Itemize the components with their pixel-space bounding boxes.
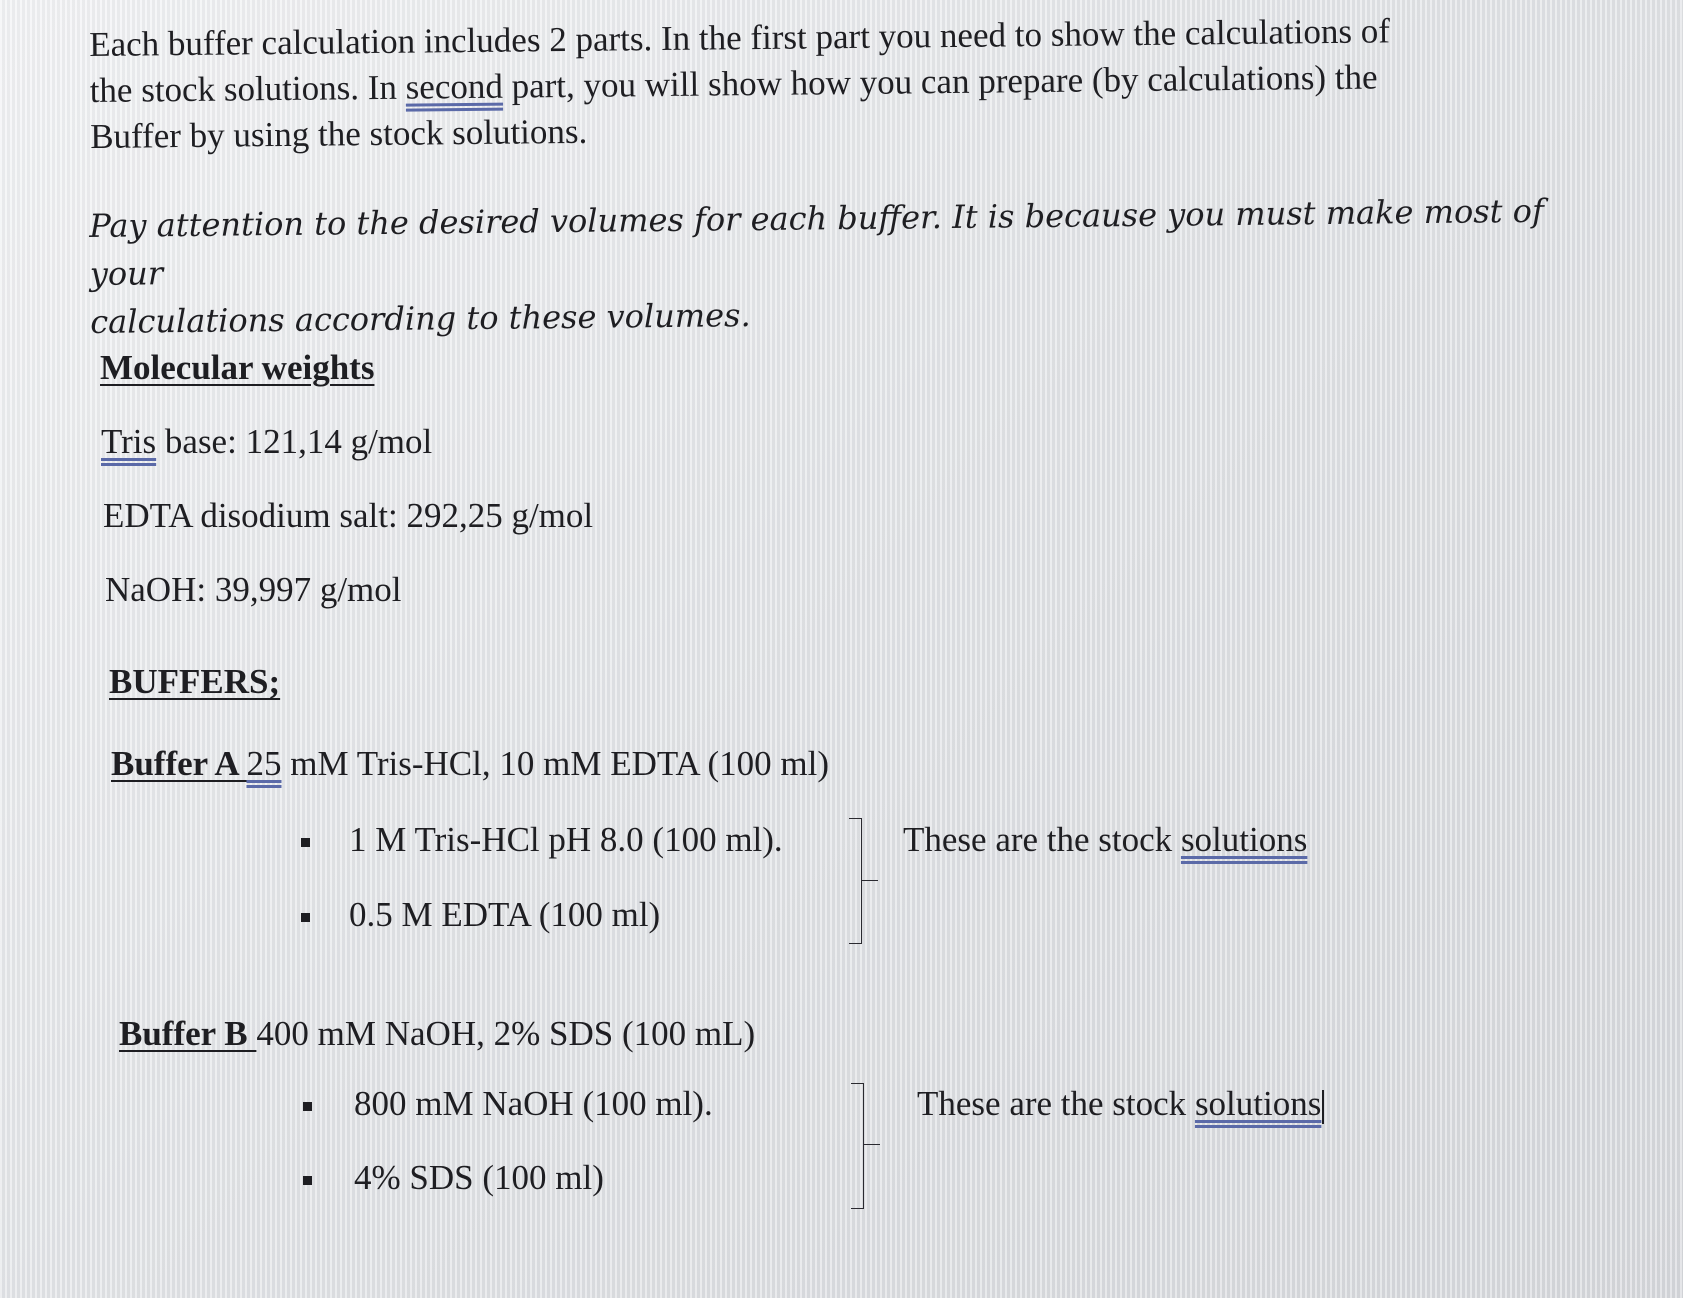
text-cursor-icon [1322,1090,1324,1124]
bullet-icon [301,913,310,922]
right-brace-icon [849,818,862,944]
buffers-heading: BUFFERS; [109,662,281,701]
buffer-a-note-text: These are the stock [903,820,1181,859]
buffer-b-title [119,1012,755,1056]
buffer-b-label: Buffer B [119,1014,257,1053]
intro-line-2-pre: the stock solutions. In [89,67,406,110]
buffer-b-note-underlined: solutions [1194,1084,1322,1123]
edta-weight: EDTA disodium salt: 292,25 g/mol [103,496,594,535]
tris-word: Tris [101,422,157,461]
intro-line-3: Buffer by using the stock solutions. [89,111,588,156]
intro-second-word: second [405,66,504,107]
intro-line-2-post: part, you will show how you can prepare (by calculations) the [502,57,1378,106]
bullet-icon [301,838,310,847]
buffer-a-stock-note [903,818,1307,862]
buffer-b-note-text: These are the stock [917,1084,1195,1123]
buffer-a-note-underlined: solutions [1180,820,1308,859]
intro-line-1: Each buffer calculation includes 2 parts. In the first part you need to show the calculations of [89,11,1391,64]
volumes-note [89,186,1610,346]
tris-weight-value: base: 121,14 g/mol [156,422,433,461]
buffer-a-conc: 25 [246,744,282,783]
right-brace-icon [851,1083,864,1209]
bullet-icon [303,1176,312,1185]
buffer-b-composition: 400 mM NaOH, 2% SDS (100 mL) [256,1014,756,1053]
buffer-a-stock-1: 1 M Tris-HCl pH 8.0 (100 ml). [349,820,783,859]
brace-tick-icon [862,880,878,881]
tris-weight [101,420,432,464]
buffer-b-stock-note [917,1082,1324,1126]
buffer-a-composition: mM Tris-HCl, 10 mM EDTA (100 ml) [281,744,830,783]
note-line-2: calculations according to these volumes. [90,296,751,341]
intro-paragraph [89,6,1610,160]
buffer-b-stock-2: 4% SDS (100 ml) [354,1158,604,1197]
molecular-weights-heading: Molecular weights [100,348,375,387]
note-line-1: Pay attention to the desired volumes for each buffer. It is because you must make most of your [89,191,1544,293]
bullet-icon [303,1102,312,1111]
buffer-a-title [111,742,829,786]
buffer-a-stock-2: 0.5 M EDTA (100 ml) [349,895,661,934]
buffer-b-stock-1: 800 mM NaOH (100 ml). [354,1084,713,1123]
brace-tick-icon [864,1144,880,1145]
buffer-a-label: Buffer A [111,744,247,783]
naoh-weight: NaOH: 39,997 g/mol [105,570,402,609]
